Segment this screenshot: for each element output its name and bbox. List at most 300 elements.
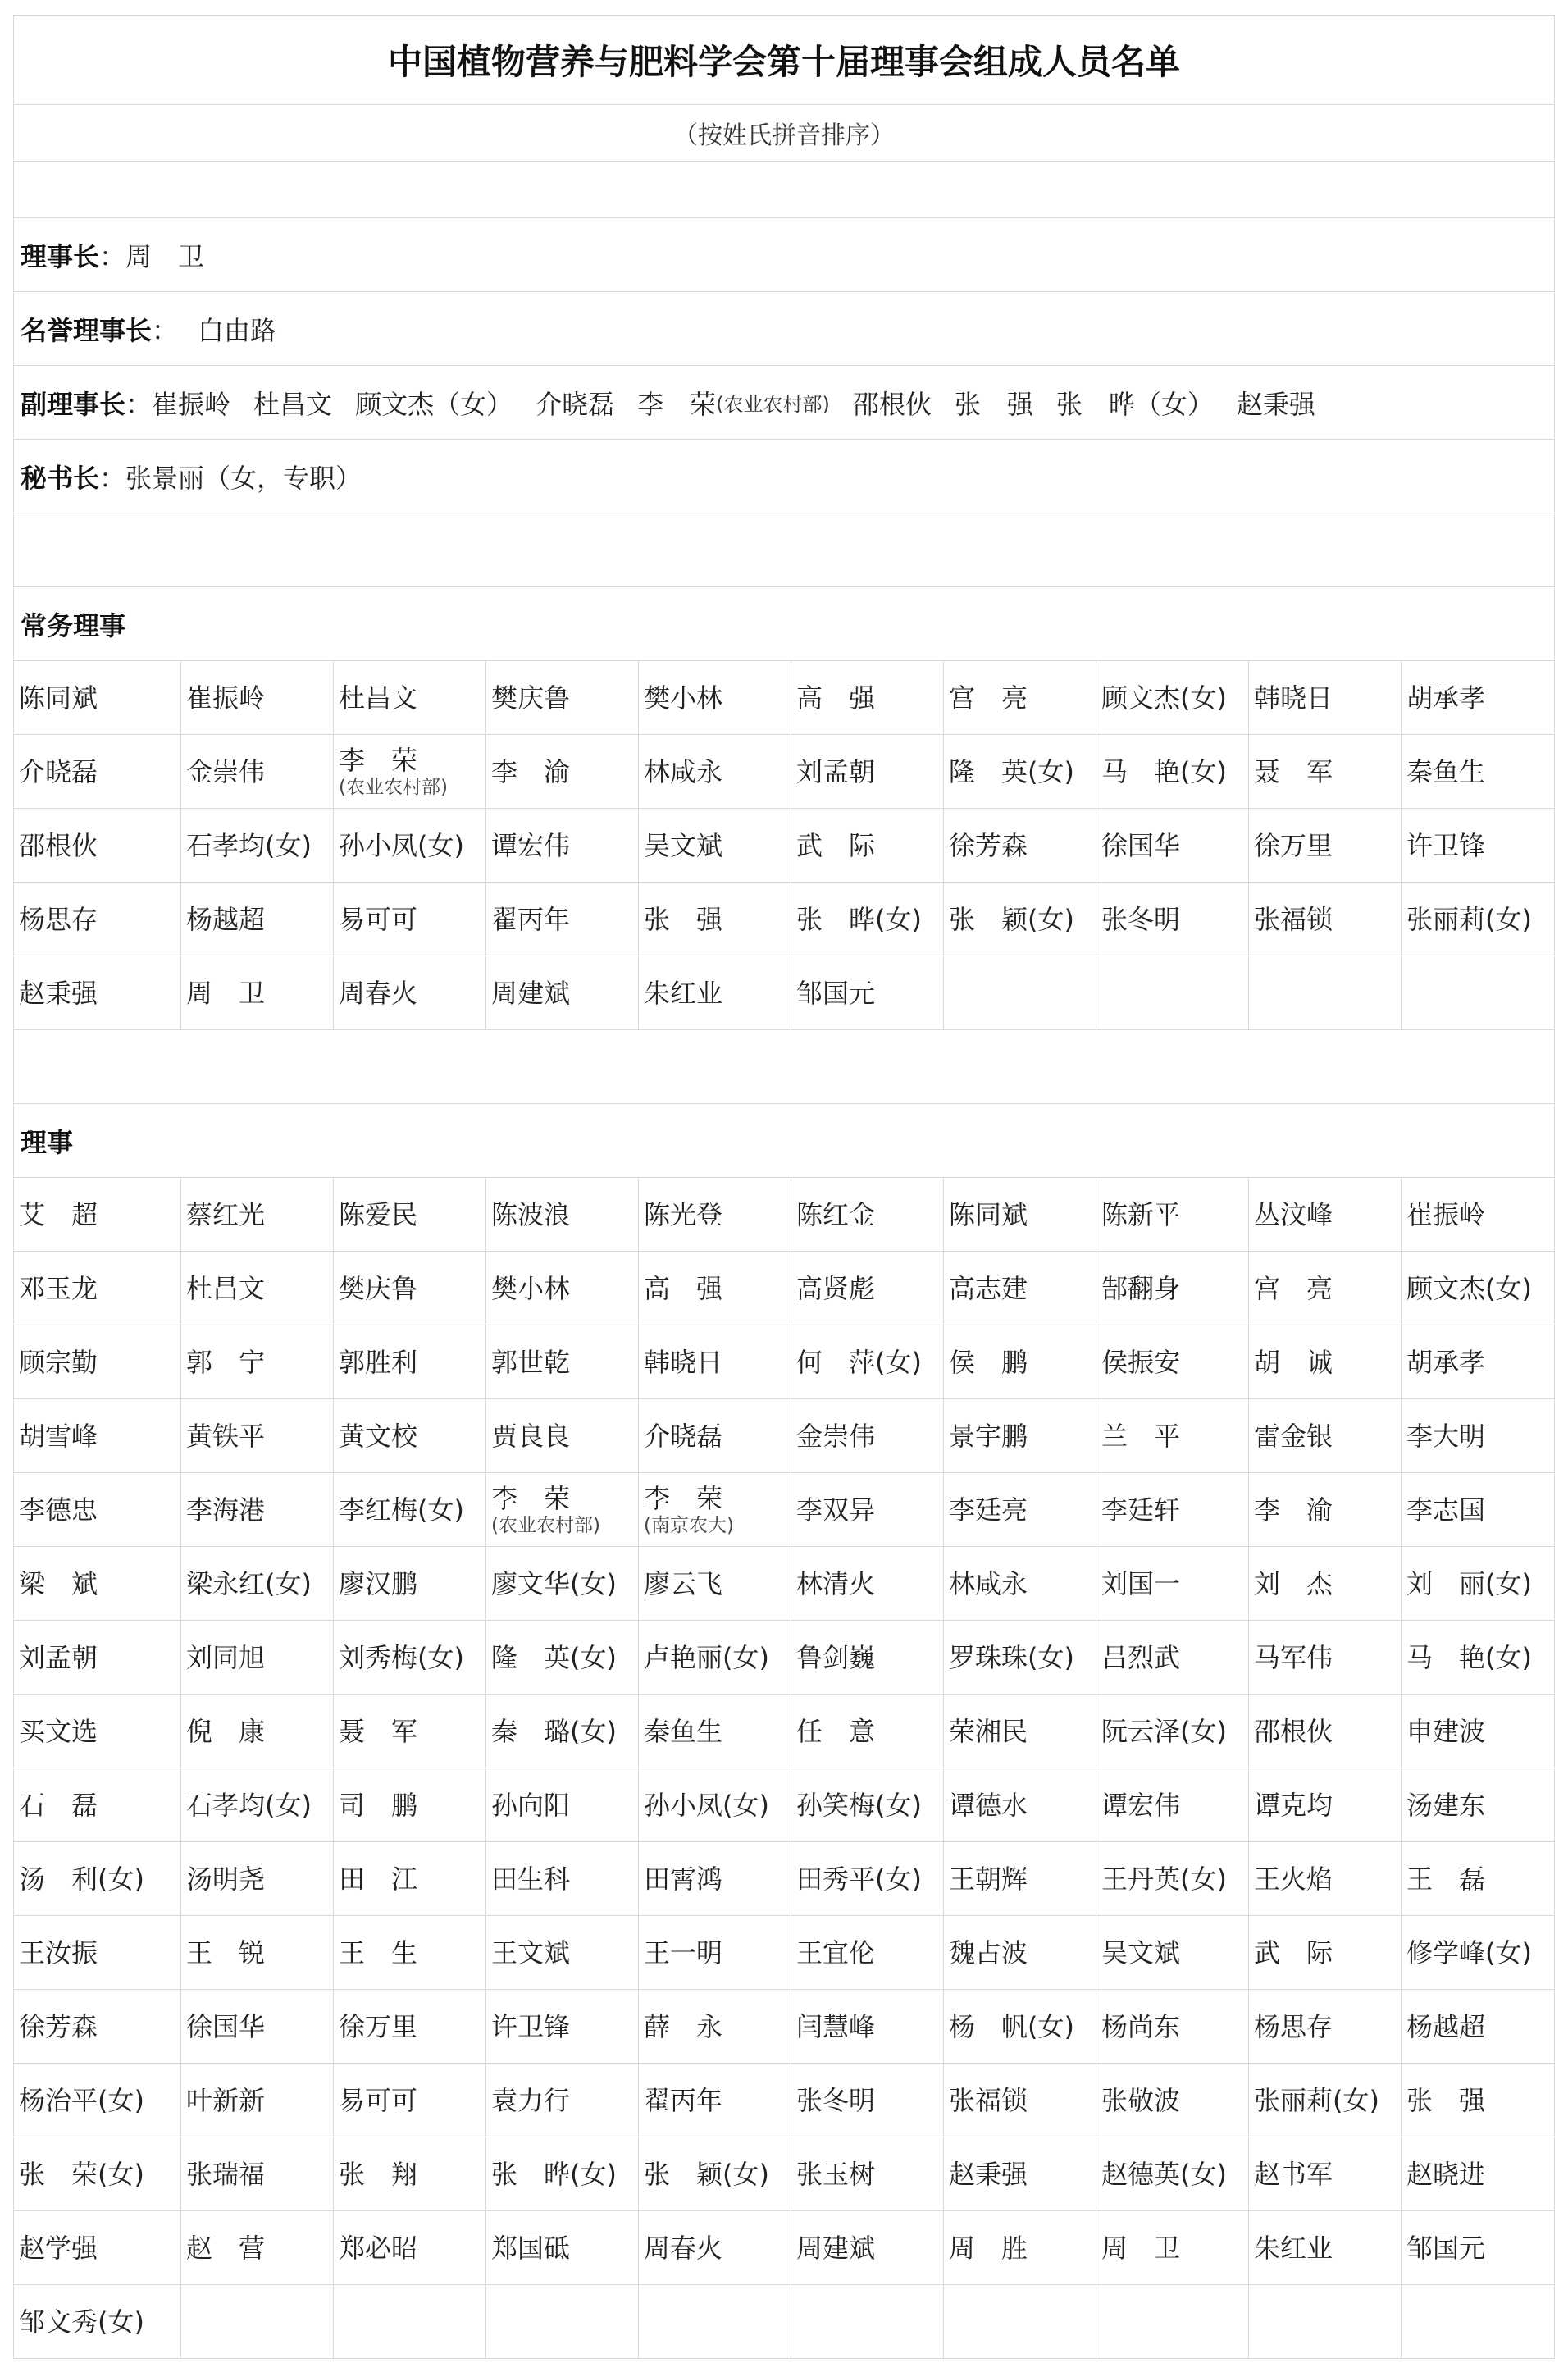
member-cell [486, 1252, 639, 1325]
member-cell [791, 1768, 944, 1841]
vice-chairman-name: 顾文杰（女） [355, 388, 513, 420]
member-name: 李德忠 [19, 1494, 98, 1526]
member-name: 田 江 [339, 1863, 418, 1895]
member-cell [14, 735, 181, 808]
member-cell [1249, 1547, 1402, 1620]
member-name: 陈爱民 [339, 1198, 418, 1230]
member-cell [639, 1547, 791, 1620]
member-name: 孙小凤(女) [339, 829, 464, 861]
member-cell [486, 1621, 639, 1694]
member-cell [14, 2285, 181, 2358]
member-name: 蔡红光 [186, 1198, 266, 1230]
member-name: 艾 超 [19, 1198, 98, 1230]
directors-row [13, 2064, 1555, 2137]
member-cell [944, 2211, 1096, 2284]
member-cell [334, 1547, 486, 1620]
member-cell [944, 1621, 1096, 1694]
member-name: 徐芳森 [949, 829, 1028, 861]
member-name: 魏占波 [949, 1936, 1028, 1968]
directors-row [13, 1916, 1555, 1990]
member-name: 郑国砥 [491, 2232, 571, 2264]
member-cell [181, 1547, 334, 1620]
member-name: 侯振安 [1101, 1346, 1181, 1378]
member-name: 杨思存 [1254, 2010, 1333, 2042]
member-cell [486, 661, 639, 734]
member-name: 郜翻身 [1101, 1272, 1181, 1304]
member-cell [1249, 1178, 1402, 1251]
member-cell [1402, 1178, 1554, 1251]
member-name: 申建波 [1406, 1715, 1486, 1747]
member-cell [791, 1547, 944, 1620]
member-cell [1402, 1695, 1554, 1768]
member-name: 景宇鹏 [949, 1420, 1028, 1452]
member-name: 陈同斌 [949, 1198, 1028, 1230]
directors-row [13, 2285, 1555, 2359]
member-name: 崔振岭 [186, 682, 266, 714]
member-cell [639, 735, 791, 808]
member-name: 丛汶峰 [1254, 1198, 1333, 1230]
member-name: 徐万里 [339, 2010, 418, 2042]
directors-row [13, 1768, 1555, 1842]
member-cell [639, 809, 791, 882]
member-cell [944, 1547, 1096, 1620]
member-cell [1096, 661, 1249, 734]
member-name: 吴文斌 [644, 829, 723, 861]
member-cell [181, 1990, 334, 2063]
member-name: 赵德英(女) [1101, 2158, 1227, 2190]
member-name: 侯 鹏 [949, 1346, 1028, 1378]
member-name: 荣湘民 [949, 1715, 1028, 1747]
member-name: 阮云泽(女) [1101, 1715, 1227, 1747]
member-cell [486, 2137, 639, 2210]
secretary-general-name: 张景丽（女，专职） [125, 462, 362, 494]
member-cell [791, 1916, 944, 1989]
member-name: 赵秉强 [949, 2158, 1028, 2190]
member-name: 徐芳森 [19, 2010, 98, 2042]
standing-directors-row [13, 809, 1555, 883]
secretary-general-label: 秘书长 [21, 462, 100, 494]
member-name: 刘秀梅(女) [339, 1641, 464, 1673]
member-cell [1402, 809, 1554, 882]
member-cell [486, 2211, 639, 2284]
member-name: 聂 军 [339, 1715, 418, 1747]
member-name: 张 晔(女) [491, 2158, 617, 2190]
member-name: 鲁剑巍 [796, 1641, 876, 1673]
member-cell [791, 1473, 944, 1546]
member-cell [181, 2137, 334, 2210]
member-name: 高志建 [949, 1272, 1028, 1304]
member-cell [1249, 956, 1402, 1029]
member-cell [639, 1325, 791, 1398]
member-cell [334, 1621, 486, 1694]
directors-grid [13, 1178, 1555, 2359]
member-cell [14, 1252, 181, 1325]
member-cell [639, 1473, 791, 1546]
member-affiliation: (农业农村部) [339, 776, 448, 798]
member-name: 廖文华(女) [491, 1567, 617, 1599]
member-cell [639, 2285, 791, 2358]
honorary-chairman-sep: ： [152, 314, 179, 346]
member-name: 崔振岭 [1406, 1198, 1486, 1230]
member-cell [1402, 883, 1554, 956]
member-cell [334, 1252, 486, 1325]
member-cell [14, 1178, 181, 1251]
member-name: 赵秉强 [19, 977, 98, 1009]
chairman-label: 理事长 [21, 240, 100, 272]
member-name: 孙小凤(女) [644, 1789, 769, 1821]
member-name: 杜昌文 [186, 1272, 266, 1304]
member-cell [1249, 1990, 1402, 2063]
member-cell [944, 1695, 1096, 1768]
member-cell [639, 1621, 791, 1694]
member-cell [1402, 661, 1554, 734]
directors-row [13, 1990, 1555, 2064]
member-name: 何 萍(女) [796, 1346, 922, 1378]
member-name: 陈红金 [796, 1198, 876, 1230]
member-name: 樊庆鲁 [339, 1272, 418, 1304]
member-cell [944, 883, 1096, 956]
member-cell [14, 2064, 181, 2137]
member-name: 杨治平(女) [19, 2084, 144, 2116]
member-name: 徐国华 [1101, 829, 1181, 861]
member-name: 胡承孝 [1406, 682, 1486, 714]
member-cell [1096, 2285, 1249, 2358]
member-cell [639, 1916, 791, 1989]
member-cell [334, 735, 486, 808]
member-cell [639, 2137, 791, 2210]
member-cell [791, 1178, 944, 1251]
member-cell [334, 1768, 486, 1841]
member-cell [14, 1473, 181, 1546]
document-title: 中国植物营养与肥料学会第十届理事会组成人员名单 [13, 15, 1555, 105]
standing-directors-row [13, 735, 1555, 809]
directors-row [13, 1178, 1555, 1252]
member-name: 黄文校 [339, 1420, 418, 1452]
member-name: 邹文秀(女) [19, 2306, 144, 2338]
member-cell [486, 809, 639, 882]
member-name: 李廷轩 [1101, 1494, 1181, 1526]
member-cell [1096, 2064, 1249, 2137]
member-cell [944, 956, 1096, 1029]
member-cell [639, 661, 791, 734]
member-cell [639, 956, 791, 1029]
member-name: 修学峰(女) [1406, 1936, 1532, 1968]
member-name: 周 卫 [186, 977, 266, 1009]
member-cell [334, 1473, 486, 1546]
member-name: 罗珠珠(女) [949, 1641, 1074, 1673]
member-cell [944, 661, 1096, 734]
member-name: 李 荣 [644, 1482, 723, 1514]
member-cell [791, 735, 944, 808]
member-cell [486, 1325, 639, 1398]
standing-directors-heading: 常务理事 [13, 587, 1555, 661]
member-name: 赵晓进 [1406, 2158, 1486, 2190]
member-cell [791, 2064, 944, 2137]
member-name: 李双异 [796, 1494, 876, 1526]
member-name: 介晓磊 [19, 755, 98, 787]
member-name: 谭宏伟 [491, 829, 571, 861]
member-name: 金崇伟 [186, 755, 266, 787]
member-cell [944, 735, 1096, 808]
directors-row [13, 1842, 1555, 1916]
member-name: 周 卫 [1101, 2232, 1181, 2264]
standing-directors-row [13, 883, 1555, 956]
member-name: 王一明 [644, 1936, 723, 1968]
member-name: 陈光登 [644, 1198, 723, 1230]
member-name: 吕烈武 [1101, 1641, 1181, 1673]
member-cell [791, 956, 944, 1029]
member-name: 杜昌文 [339, 682, 418, 714]
member-cell [1096, 2211, 1249, 2284]
member-cell [944, 1473, 1096, 1546]
member-cell [181, 1325, 334, 1398]
member-name: 司 鹏 [339, 1789, 418, 1821]
member-cell [791, 883, 944, 956]
vice-chairmen-row [13, 366, 1555, 440]
member-cell [791, 661, 944, 734]
member-name: 石 磊 [19, 1789, 98, 1821]
member-name: 武 际 [1254, 1936, 1333, 1968]
secretary-general-row [13, 440, 1555, 513]
member-name: 胡承孝 [1406, 1346, 1486, 1378]
member-name: 刘国一 [1101, 1567, 1181, 1599]
member-cell [944, 809, 1096, 882]
member-name: 孙笑梅(女) [796, 1789, 922, 1821]
member-cell [1402, 2137, 1554, 2210]
member-cell [639, 883, 791, 956]
member-name: 谭德水 [949, 1789, 1028, 1821]
member-cell [1402, 1252, 1554, 1325]
member-cell [181, 2285, 334, 2358]
sort-note: （按姓氏拼音排序） [13, 105, 1555, 162]
member-name: 胡雪峰 [19, 1420, 98, 1452]
member-cell [1249, 1252, 1402, 1325]
member-name: 隆 英(女) [949, 755, 1074, 787]
member-cell [1402, 1990, 1554, 2063]
member-cell [14, 1842, 181, 1915]
member-name: 张冬明 [796, 2084, 876, 2116]
honorary-chairman-name: 白由路 [198, 314, 277, 346]
member-name: 袁力行 [491, 2084, 571, 2116]
member-cell [1096, 1252, 1249, 1325]
member-name: 顾文杰(女) [1101, 682, 1227, 714]
member-cell [14, 1547, 181, 1620]
member-name: 朱红业 [1254, 2232, 1333, 2264]
member-cell [14, 1325, 181, 1398]
member-name: 徐万里 [1254, 829, 1333, 861]
member-name: 张 翔 [339, 2158, 418, 2190]
member-name: 石孝均(女) [186, 829, 312, 861]
member-cell [181, 1178, 334, 1251]
member-cell [181, 1695, 334, 1768]
member-name: 石孝均(女) [186, 1789, 312, 1821]
member-name: 张丽莉(女) [1406, 903, 1532, 935]
member-list-table [13, 15, 1555, 2359]
member-name: 金崇伟 [796, 1420, 876, 1452]
member-cell [639, 1695, 791, 1768]
member-cell [944, 1399, 1096, 1472]
member-name: 隆 英(女) [491, 1641, 617, 1673]
member-name: 秦鱼生 [1406, 755, 1486, 787]
member-cell [1402, 1473, 1554, 1546]
member-cell [944, 2064, 1096, 2137]
member-name: 顾宗勤 [19, 1346, 98, 1378]
member-cell [791, 2137, 944, 2210]
member-name: 樊小林 [491, 1272, 571, 1304]
member-cell [791, 1842, 944, 1915]
member-name: 谭宏伟 [1101, 1789, 1181, 1821]
vice-chairman-name: 张 强 [954, 388, 1033, 420]
member-cell [181, 956, 334, 1029]
member-cell [334, 809, 486, 882]
member-name: 翟丙年 [644, 2084, 723, 2116]
member-cell [486, 1768, 639, 1841]
member-cell [1096, 1399, 1249, 1472]
member-cell [1402, 2285, 1554, 2358]
member-name: 倪 康 [186, 1715, 266, 1747]
member-name: 马 艳(女) [1101, 755, 1227, 787]
member-cell [1249, 2285, 1402, 2358]
member-name: 郑必昭 [339, 2232, 418, 2264]
member-cell [334, 1990, 486, 2063]
member-cell [14, 2211, 181, 2284]
member-cell [334, 2211, 486, 2284]
member-cell [639, 1842, 791, 1915]
member-cell [1249, 1916, 1402, 1989]
member-name: 许卫锋 [1406, 829, 1486, 861]
member-cell [1249, 1621, 1402, 1694]
member-name: 周 胜 [949, 2232, 1028, 2264]
member-name: 梁 斌 [19, 1567, 98, 1599]
member-name: 杨思存 [19, 903, 98, 935]
member-cell [181, 809, 334, 882]
member-cell [791, 1325, 944, 1398]
member-name: 谭克均 [1254, 1789, 1333, 1821]
directors-row [13, 1695, 1555, 1768]
member-name: 赵书军 [1254, 2158, 1333, 2190]
member-name: 张福锁 [1254, 903, 1333, 935]
member-affiliation: (南京农大) [644, 1514, 734, 1536]
member-cell [486, 1399, 639, 1472]
member-cell [639, 1252, 791, 1325]
member-name: 李 荣 [339, 744, 418, 776]
member-cell [1096, 809, 1249, 882]
member-cell [1096, 1842, 1249, 1915]
member-name: 李红梅(女) [339, 1494, 464, 1526]
member-cell [1402, 1547, 1554, 1620]
member-name: 张敬波 [1101, 2084, 1181, 2116]
member-name: 刘孟朝 [19, 1641, 98, 1673]
member-name: 王文斌 [491, 1936, 571, 1968]
chairman-row [13, 218, 1555, 292]
member-cell [1096, 883, 1249, 956]
member-name: 王 生 [339, 1936, 418, 1968]
member-cell [486, 1990, 639, 2063]
member-cell [791, 1252, 944, 1325]
member-name: 张 荣(女) [19, 2158, 144, 2190]
member-cell [181, 661, 334, 734]
member-cell [181, 1842, 334, 1915]
member-cell [334, 883, 486, 956]
member-cell [181, 1252, 334, 1325]
member-name: 徐国华 [186, 2010, 266, 2042]
member-name: 聂 军 [1254, 755, 1333, 787]
vice-chairman-name: 张 晔（女） [1055, 388, 1214, 420]
member-name: 周建斌 [491, 977, 571, 1009]
member-cell [14, 883, 181, 956]
member-name: 顾文杰(女) [1406, 1272, 1532, 1304]
member-cell [181, 1621, 334, 1694]
member-cell [14, 809, 181, 882]
member-name: 武 际 [796, 829, 876, 861]
member-cell [1096, 1695, 1249, 1768]
directors-row [13, 2211, 1555, 2285]
member-name: 林咸永 [644, 755, 723, 787]
member-name: 郭世乾 [491, 1346, 571, 1378]
member-cell [1096, 1990, 1249, 2063]
directors-row [13, 1621, 1555, 1695]
member-cell [1249, 1842, 1402, 1915]
member-name: 张瑞福 [186, 2158, 266, 2190]
member-name: 汤 利(女) [19, 1863, 144, 1895]
member-cell [1249, 2064, 1402, 2137]
member-cell [486, 956, 639, 1029]
member-name: 邓玉龙 [19, 1272, 98, 1304]
member-name: 张福锁 [949, 2084, 1028, 2116]
directors-row [13, 2137, 1555, 2211]
member-cell [334, 2137, 486, 2210]
member-cell [14, 1695, 181, 1768]
member-name: 许卫锋 [491, 2010, 571, 2042]
standing-directors-row [13, 956, 1555, 1030]
member-name: 高贤彪 [796, 1272, 876, 1304]
member-cell [944, 1916, 1096, 1989]
member-name: 卢艳丽(女) [644, 1641, 769, 1673]
member-cell [944, 2137, 1096, 2210]
member-cell [486, 1178, 639, 1251]
member-name: 马军伟 [1254, 1641, 1333, 1673]
member-cell [1096, 956, 1249, 1029]
member-cell [486, 1547, 639, 1620]
honorary-chairman-label: 名誉理事长 [21, 314, 153, 346]
member-cell [1402, 956, 1554, 1029]
member-name: 张 颖(女) [949, 903, 1074, 935]
member-cell [1402, 1399, 1554, 1472]
member-name: 韩晓日 [1254, 682, 1333, 714]
member-affiliation: (农业农村部) [491, 1514, 600, 1536]
honorary-chairman-row [13, 292, 1555, 366]
member-cell [791, 2211, 944, 2284]
member-cell [14, 1399, 181, 1472]
member-cell [14, 956, 181, 1029]
member-cell [334, 1325, 486, 1398]
member-name: 王朝辉 [949, 1863, 1028, 1895]
member-name: 王汝振 [19, 1936, 98, 1968]
member-name: 廖云飞 [644, 1567, 723, 1599]
member-cell [791, 1621, 944, 1694]
member-cell [1096, 2137, 1249, 2210]
member-cell [486, 2064, 639, 2137]
member-cell [14, 1916, 181, 1989]
member-name: 张冬明 [1101, 903, 1181, 935]
member-name: 雷金银 [1254, 1420, 1333, 1452]
member-cell [1249, 1473, 1402, 1546]
member-cell [1249, 1325, 1402, 1398]
member-name: 张 晔(女) [796, 903, 922, 935]
member-cell [639, 2064, 791, 2137]
member-cell [181, 735, 334, 808]
member-cell [944, 1178, 1096, 1251]
